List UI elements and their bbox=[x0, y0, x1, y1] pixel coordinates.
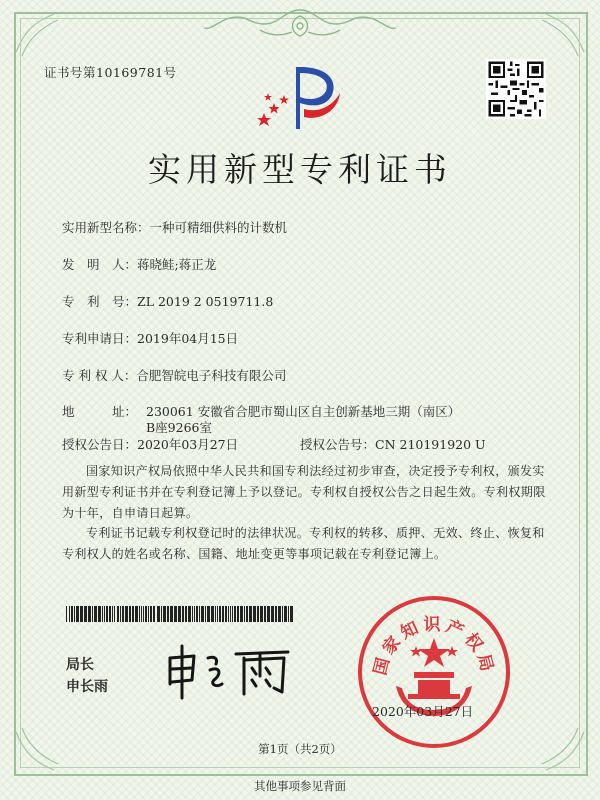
field-value: 一种可精细供料的计数机 bbox=[149, 220, 288, 235]
field-patentee bbox=[62, 368, 286, 384]
footer-note: 其他事项参见背面 bbox=[254, 779, 346, 793]
field-label: 授权公告号： bbox=[300, 437, 376, 452]
top-ornament-icon bbox=[200, 6, 400, 42]
statement-paragraph: 国家知识产权局依照中华人民共和国专利法经过初步审查，决定授予专利权，颁发实用新型专利证书并在专利登记簿上予以登记。专利权自授权公告之日起生效。专利权期限为十年，自申请日起算。 bbox=[62, 464, 546, 520]
official-seal bbox=[356, 594, 512, 750]
field-label: 专 利 权 人： bbox=[62, 368, 137, 383]
field-label: 专利申请日： bbox=[62, 331, 138, 346]
field-inventor bbox=[62, 257, 216, 273]
handwritten-signature bbox=[160, 636, 300, 706]
field-label: 实用新型名称： bbox=[62, 220, 150, 235]
field-value: 合肥智皖电子科技有限公司 bbox=[136, 368, 287, 383]
field-label: 授权公告日： bbox=[62, 437, 138, 452]
field-grant-announcement-date bbox=[62, 437, 238, 453]
cnipa-logo-icon bbox=[254, 63, 346, 133]
field-value: 蒋晓鲑;蒋正龙 bbox=[137, 257, 217, 272]
field-address-value: 230061 安徽省合肥市蜀山区自主创新基地三期（南区）B座9266室 bbox=[146, 404, 461, 435]
field-label: 发 明 人： bbox=[62, 257, 138, 272]
barcode-icon bbox=[66, 606, 294, 622]
director-name: 申长雨 bbox=[66, 679, 108, 695]
statement-paragraph: 专利证书记载专利权登记时的法律状况。专利权的转移、质押、无效、终止、恢复和专利权人的姓名或名称、国籍、地址变更等事项记载在专利登记簿上。 bbox=[62, 526, 545, 561]
field-utility-model-name bbox=[62, 220, 287, 236]
director-title: 局长 bbox=[66, 657, 94, 673]
corner-ornament-icon bbox=[14, 702, 84, 772]
page-number: 第1页（共2页） bbox=[258, 742, 342, 756]
corner-ornament-icon bbox=[516, 702, 586, 772]
field-patent-number bbox=[62, 294, 273, 310]
field-value: 2019年04月15日 bbox=[137, 331, 239, 346]
field-value: ZL 2019 2 0519711.8 bbox=[137, 294, 274, 309]
field-filing-date bbox=[62, 331, 238, 347]
certificate-number: 证书号第10169781号 bbox=[44, 65, 177, 80]
seal-text: 国家知识产权局 bbox=[370, 615, 498, 678]
field-value: CN 210191920 U bbox=[375, 437, 486, 452]
field-label: 地 址： bbox=[62, 404, 138, 419]
field-value: 2020年03月27日 bbox=[137, 437, 239, 452]
field-address-label bbox=[62, 404, 137, 420]
certificate-title: 实用新型专利证书 bbox=[148, 150, 452, 189]
qr-code-icon bbox=[486, 59, 546, 119]
field-grant-announcement-number bbox=[300, 437, 486, 453]
field-label: 专 利 号： bbox=[62, 294, 138, 309]
seal-date: 2020年03月27日 bbox=[372, 704, 474, 719]
